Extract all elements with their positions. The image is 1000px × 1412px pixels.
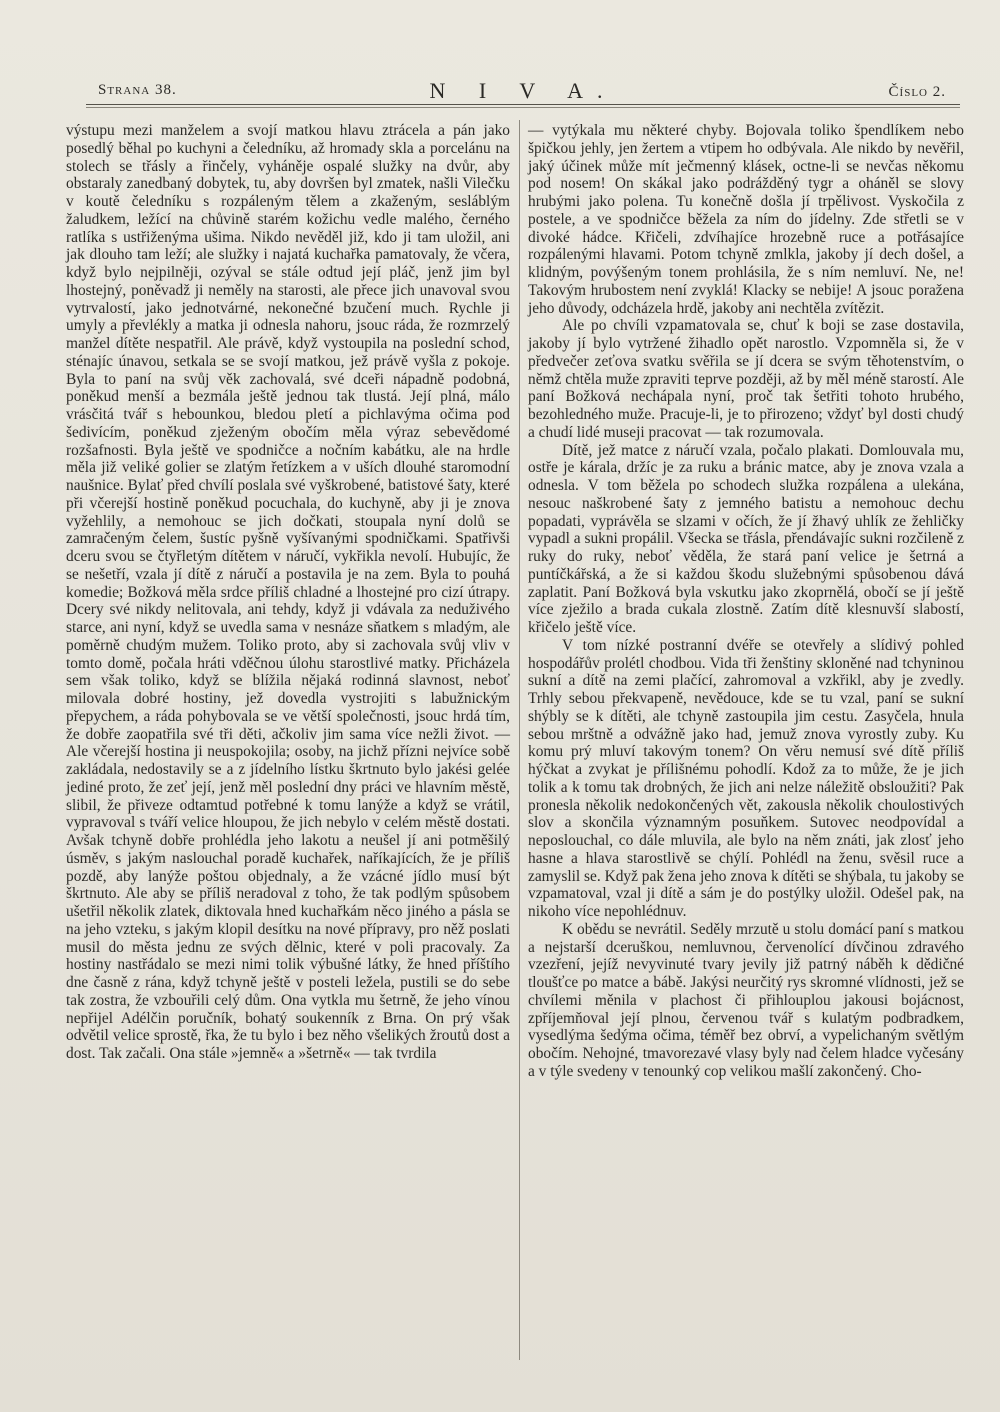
left-column xyxy=(66,122,510,1063)
left-paragraph-1: výstupu mezi manželem a svojí matkou hlavu ztrácela a pán jako posedlý běhal po kuchyni a čeledníku, až hromady skla a porcelánu na stolech se třásly a řinčely, vyháněje ospalé služky na dvůr, aby obstaraly zanedbaný dobytek, tu, aby dovršen byl zmatek, našli Vilečku v koutě čeledníku s rozpáleným tělem a zkaženým, sesláblým žaludkem, ležící na chůvině starém kožichu vedle malého, černého ratlíka s ustřiženýma ušima. Nikdo nevěděl již, kdo ji tam uložil, ani jak dlouho tam leží; ale služky i najatá kuchařka pamatovaly, že včera, když bylo nejpilněji, ozýval se stále odtud její pláč, jenž jim byl lhostejný, poněvadž ji neměly na starosti, ale přece jich unavoval svou vytrvalostí, jako jednotvárné, nekonečné bzučení much. Rychle ji umyly a převlékly a matka ji odnesla nahoru, jsouc ráda, že rozmrzelý manžel dítěte nespatřil. Ale právě, když vystoupila na poslední schod, sténajíc únavou, setkala se se svojí matkou, jež právě vyšla z pokoje. Byla to paní na svůj věk zachovalá, své dceři nápadně podobná, poněkud menší a bezmála ještě jednou tak tlustá. Její plná, málo vrásčitá tvář s hebounkou, bledou pletí a pichlavýma očima pod šedivícím, poněkud zježeným obočím měla výraz sebevědomé rozšafnosti. Byla ještě ve spodničce a nočním kabátku, ale na hrdle měla již veliké golier se zlatým řetízkem a v uších dlouhé staromodní naušnice. Bylať před chvílí poslala své vyškrobené, batistové šaty, které při včerejší hostině poněkud pocuchala, do kuchyně, aby ji je znova vyžehlily, a nemohouc se jich dočkati, stoupala nyní dolů se zamračeným čelem, šustíc pyšně vyšívanými spodničkami. Spatřivši dceru svou se čtyřletým dítětem v náručí, vykřikla nevolí. Hubujíc, že se nešetří, vzala jí dítě z náručí a postavila je na zem. Byla to pouhá komedie; Božková měla srdce příliš chladné a lhostejné pro cizí útrapy. Dcery své nikdy nelitovala, ani tehdy, když ji vdávala za neduživého starce, ani nyní, když se uvedla sama v nesnáze sňatkem s mladým, ale poměrně chudým mužem. Toliko proto, aby si zachovala svůj vliv v tomto domě, počala hráti vděčnou úlohu starostlivé matky. Přicházela sem však toliko, když se blížila nějaká rodinná slavnost, neboť milovala dobré hostiny, jež dovedla vystrojiti s labužnickým přepychem, a ráda pohybovala se ve větší společnosti, jsouc hrdá tím, že dobře zaopatřila své tři děti, ačkoliv jim sama více nežli život. — Ale včerejší hostina ji neuspokojila; osoby, na jichž přízni nejvíce sobě zakládala, nedostavily se a z jídelního lístku škrtnuto bylo jakési gelée jediné proto, že zeť její, jenž měl poslední dny práci ve hlavním městě, slibil, že přiveze odtamtud potřebné k tomu lanýže a když se vrátil, vypravoval s tváří velice hloupou, že jich nebylo v celém městě dostati. Avšak tchyně dobře prohlédla jeho lakotu a neušel jí ani potměšilý úsměv, s jakým naslouchal poradě kuchařek, naříkajících, že je příliš pozdě, aby lanýže poštou objednaly, a že vzácné jídlo musí být škrtnuto. Ale aby se příliš neradoval z toho, že tak podlým spůsobem ušetřil několik zlatek, diktovala hned kuchařkám něco jiného a pásla se na jeho vzteku, s jakým klopil desítku na nové přípravy, pro něž poslati musil do města jednu ze svých dělnic, které v poli pracovaly. Za hostiny nastřádalo se mezi nimi tolik výbušné látky, že hned příštího dne časně z rána, když tchyně ještě v posteli ležela, pustili se do sebe tak zostra, že vzbouřili celý dům. Ona vytkla mu šetrně, že jeho vínou nepřijel Adélčin poručník, bohatý soukenník z Brna. On prý však odvětil velice sprostě, řka, že tu bylo i bez něho všelikých žroutů dost a dost. Tak začali. Ona stále »jemně« a »šetrně« — tak tvrdila xyxy=(66,122,510,1062)
periodical-title: N I V A. xyxy=(429,78,617,103)
column-divider xyxy=(519,120,520,1360)
header-rule-secondary xyxy=(86,107,960,108)
right-column xyxy=(528,122,964,1081)
right-paragraph-5: K obědu se nevrátil. Seděly mrzutě u stolu domácí paní s matkou a nejstarší dceruškou, nemluvnou, červenolící dívčinou zdravého vzezření, jejíž nevyvinuté tvary jevily již patrný náběh k dědičné tloušťce po matce a bábě. Jakýsi neurčitý rys skromné vlídnosti, jež se chvílemi měnila v plachost či přihlouplou jakousi bojácnost, zpříjemňoval její plnou, červenou tvář s kulatým podbradkem, vysedlýma šedýma očima, téměř bez obrví, a vypelichaným světlým obočím. Nehojné, tmavorezavé vlasy byly nad čelem hladce vyčesány a v týle svedeny v tenounký cop velikou mašlí zakončený. Cho- xyxy=(528,920,964,1080)
right-paragraph-1: — vytýkala mu některé chyby. Bojovala toliko špendlíkem nebo špičkou jehly, jen žertem a vtipem ho odbývala. Ale nikdo by nevěřil, jaký účinek může mít ječmenný klásek, octne-li se nevčas někomu pod nosem! On skákal jako podrážděný tygr a oháněl se slovy hrubými jako polena. Tu konečně došla jí trpělivost. Vyskočila z postele, a ve spodničce běžela za ním do jídelny. Zde střetli se v divoké hádce. Křičeli, zdvíhajíce hrozebně ruce a potřásajíce rozpálenými hlavami. Potom tchyně zmlkla, jakoby jí dech došel, a klidným, povýšeným tonem prohlásila, že s ním nemluví. Ne, ne! Takovým hrubostem není zvyklá! Klacky se nebije! A jsouc poražena jeho důvody, odcházela hrdě, jakoby ani nechtěla zvítězit. xyxy=(528,122,964,317)
page-number: Strana 38. xyxy=(98,82,177,98)
right-paragraph-2: Ale po chvíli vzpamatovala se, chuť k boji se zase dostavila, jakoby jí bylo vytržené žihadlo opět narostlo. Vzpomněla si, že v předvečer zeťova svatku svěřila se jí dcera se svým těhotenstvím, o němž chtěla muže zpraviti teprve později, až by měl méně starostí. Ale paní Božková nechápala nyní, proč tak šetřiti tohoto hrubého, bezohledného muže. Pracuje-li, je to přirozeno; vždyť byl dosti chudý a chudí lidé museji pracovat — tak rozumovala. xyxy=(528,317,964,441)
issue-number: Číslo 2. xyxy=(888,84,946,100)
right-paragraph-3: Dítě, jež matce z náručí vzala, počalo plakati. Domlouvala mu, ostře je kárala, držíc je za ruku a bránic matce, aby je znova vzala a odnesla. V tom běžela po schodech služka rozpálena a ulekána, nesouc naškrobené šaty z jemného batistu a nemohouc dechu popadati, vyprávěla se slzami v očích, že jí žhavý uhlík ze žehličky vypadl a sukni propálil. Všecka se třásla, přendávajíc sukni rozčileně z ruky do ruky, neboť věděla, že stará paní velice je šetrná a puntíčkářská, a že si každou škodu služebnými spůsobenou dává zaplatit. Paní Božková byla vskutku jako zkoprnělá, obočí se jí ještě více zježilo a brada cukala zlostně. Zatím dítě klesnuvší slabostí, křičelo ještě více. xyxy=(528,441,964,636)
right-paragraph-4: V tom nízké postranní dvéře se otevřely a slídivý pohled hospodářův prolétl chodbou. Vida tři ženštiny skloněné nad tchyninou sukní a dítě na zemi plačící, zahromoval a vzkřikl, aby je zvedly. Trhly sebou překvapeně, nevědouce, kde se tu vzal, paní se sukní shýbly se k dítěti, ale tchyně zastoupila jim cestu. Zasyčela, hnula sebou mrštně a odvážně jako had, jemuž znova vyrostly zuby. Ku komu prý mluví takovým tonem? On věru nemusí své dítě příliš hýčkat a zvykat je přílišnému pohodlí. Kdož za to může, že je jich tolik a k tomu tak drobných, že jich ani nelze náležitě obsloužiti? Pak pronesla několik nedokončených vět, zakousla několik choulostivých slov a skončila významným posuňkem. Sutovec neodpovídal a neposlouchal, co dále mluvila, ale bylo na něm znáti, jak zlosť jeho hasne a hlava starostlivě se chýlí. Pohlédl na ženu, svěsil ruce a zamyslil se. Když pak žena jeho znova k dítěti se shýbala, tu jakoby se vzpamatoval, vzal ji dítě a sám je do postýlky uložil. Odešel pak, na nikoho více nepohlédnuv. xyxy=(528,636,964,920)
header-rule xyxy=(86,104,960,105)
